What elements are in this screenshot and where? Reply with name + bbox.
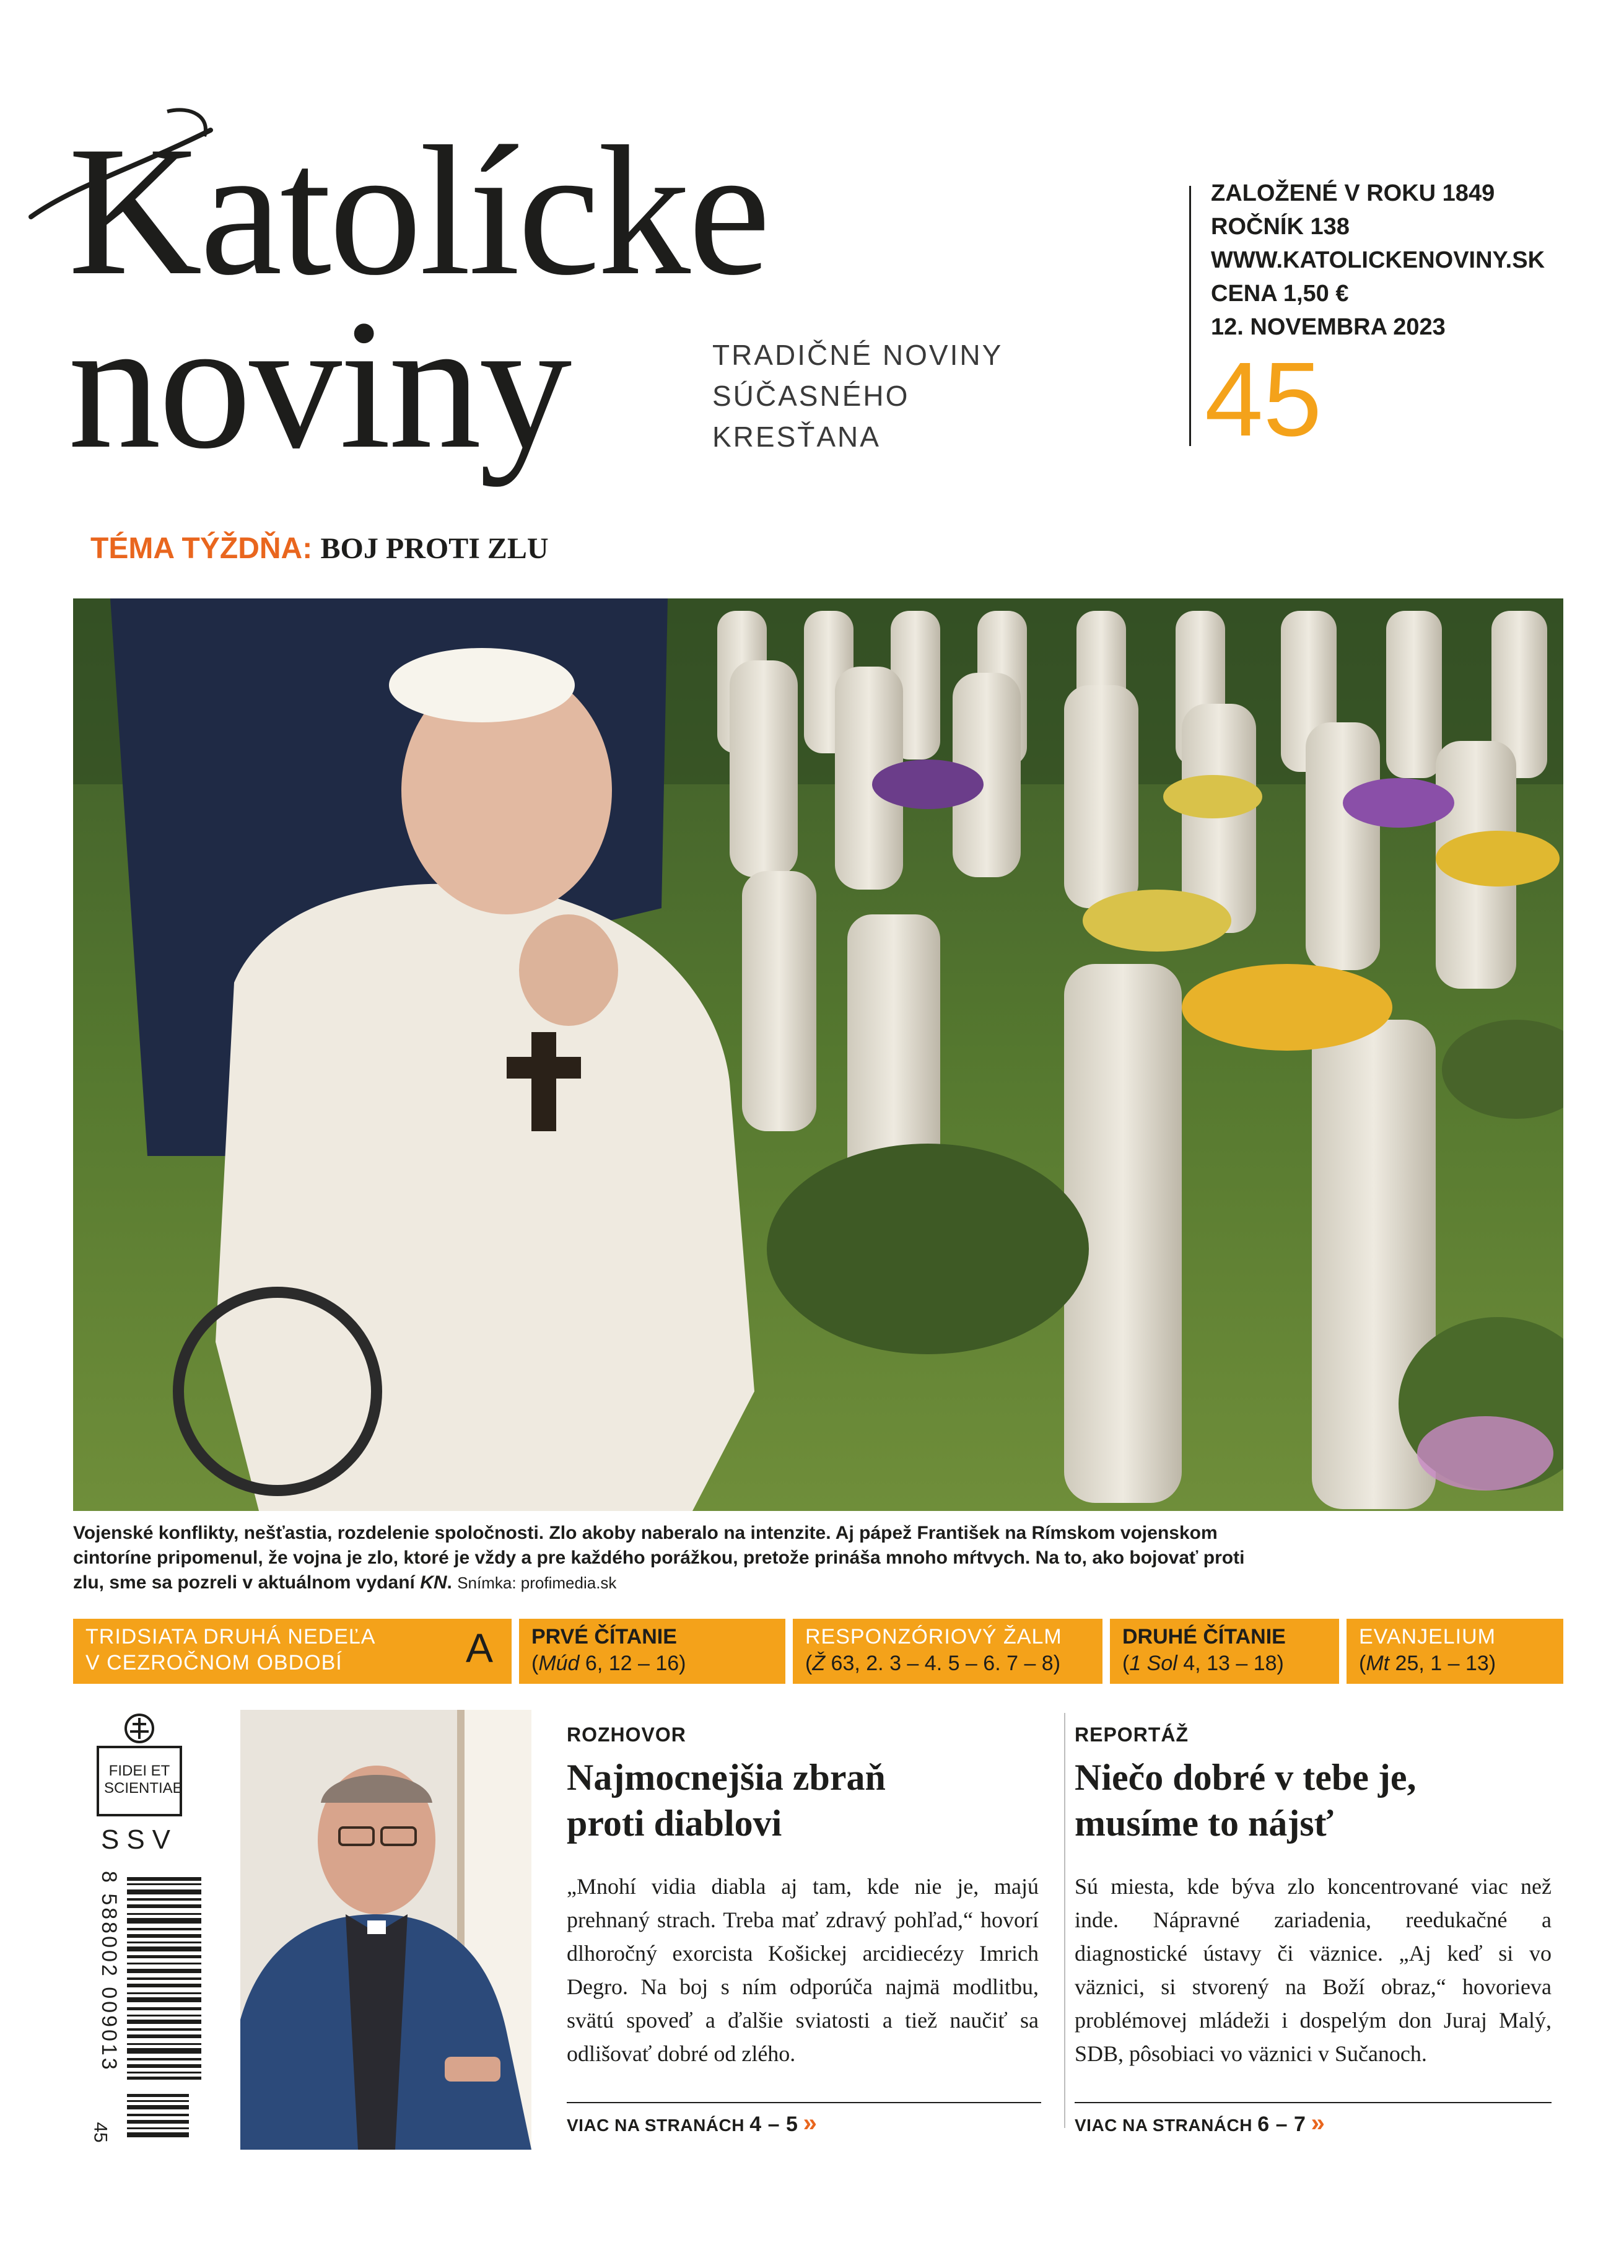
- caption-line: [73, 1570, 1563, 1595]
- liturgy-first-reading: [519, 1619, 785, 1684]
- liturgy-ref: (Ž 63, 2. 3 – 4. 5 – 6. 7 – 8): [805, 1652, 1061, 1675]
- report-body: Sú miesta, kde býva zlo koncentrované viac než inde. Nápravné zariadenia, reedukačné a diagnostické ústavy či väznice. „Aj keď si vo väznici, si stvorený na Boží obraz,“ hovorieva problémovej mládeži i dospelým don Juraj Malý, SDB, pôsobiaci vo väznici v Sučanoch.: [1075, 1874, 1552, 2066]
- cemetery-illustration: [73, 598, 1563, 1511]
- interview-portrait: [240, 1710, 531, 2150]
- double-chevron-right-icon: »: [1311, 2109, 1325, 2137]
- issue-date: 12. NOVEMBRA 2023: [1211, 314, 1446, 340]
- caption-dot: .: [447, 1572, 452, 1593]
- liturgy-label: PRVÉ ČÍTANIE: [531, 1625, 677, 1648]
- interview-portrait-image: [240, 1710, 531, 2150]
- tagline-line: KRESŤANA: [712, 421, 881, 453]
- liturgy-cycle: A: [465, 1625, 493, 1671]
- photo-caption: [73, 1521, 1563, 1595]
- sunday-line1: TRIDSIATA DRUHÁ NEDEĽA: [85, 1625, 376, 1648]
- report-section-label: REPORTÁŽ: [1075, 1723, 1189, 1746]
- liturgy-ref: (Mt 25, 1 – 13): [1359, 1652, 1496, 1675]
- website-link[interactable]: WWW.KATOLICKENOVINY.SK: [1211, 247, 1545, 273]
- liturgy-gospel: [1347, 1619, 1563, 1684]
- publication-info: [1211, 177, 1545, 344]
- interview-more-link[interactable]: [567, 2109, 817, 2137]
- masthead-title-line1: Katolícke: [68, 108, 769, 313]
- report-divider: [1075, 2102, 1552, 2103]
- volume-number: ROČNÍK 138: [1211, 214, 1350, 240]
- theme-label: TÉMA TÝŽDŇA:: [90, 532, 313, 565]
- liturgy-ref: (1 Sol 4, 13 – 18): [1122, 1652, 1284, 1675]
- theme-title: BOJ PROTI ZLU: [320, 532, 549, 565]
- issue-number: 45: [1205, 341, 1322, 458]
- logo-initials: SSV: [100, 1824, 178, 1855]
- report-more-link[interactable]: [1075, 2109, 1325, 2137]
- report-headline[interactable]: Niečo dobré v tebe je, musíme to nájsť: [1075, 1757, 1417, 1844]
- double-chevron-right-icon: »: [803, 2109, 818, 2137]
- photo-credit: Snímka: profimedia.sk: [457, 1574, 617, 1592]
- more-label: VIAC NA STRANÁCH: [1075, 2116, 1252, 2135]
- more-pages: 4 – 5: [749, 2113, 798, 2136]
- logo-text: FIDEI ET SCIENTIAE: [104, 1762, 183, 1797]
- price: CENA 1,50 €: [1211, 281, 1349, 307]
- interview-section-label: ROZHOVOR: [567, 1723, 686, 1746]
- publisher-logo: [87, 1713, 192, 1874]
- interview-divider: [567, 2102, 1041, 2103]
- caption-line: cintoríne pripomenul, že vojna je zlo, ktoré je vždy a pre každého porážkou, pretože prináša mnoho mŕtvych. Na to, ako bojovať proti: [73, 1548, 1245, 1568]
- masthead-tagline: [712, 335, 1003, 457]
- liturgy-second-reading: [1110, 1619, 1339, 1684]
- liturgy-ref: (Múd 6, 12 – 16): [531, 1652, 686, 1675]
- interview-headline[interactable]: Najmocnejšia zbraň proti diablovi: [567, 1757, 886, 1844]
- tagline-line: SÚČASNÉHO: [712, 380, 910, 412]
- barcode-number: 8 588002 009013: [97, 1871, 121, 2072]
- barcode-addon: 45: [90, 2122, 111, 2143]
- more-pages: 6 – 7: [1257, 2113, 1306, 2136]
- more-label: VIAC NA STRANÁCH: [567, 2116, 744, 2135]
- masthead-title-line2: noviny: [68, 281, 570, 487]
- cover-photo: [73, 598, 1563, 1511]
- interview-body: „Mnohí vidia diabla aj tam, kde nie je, majú prehnaný strach. Treba mať zdravý pohľad,“ hovorí dlhoročný exorcista Košickej arcidiecézy Imrich Degro. Na boj s ním odporúča najmä modlitbu, svätú spoveď a ďalšie sviatosti a tiež naučiť sa odlišovať dobré od zlého.: [567, 1874, 1039, 2066]
- info-divider: [1189, 186, 1191, 446]
- liturgy-label: RESPONZÓRIOVÝ ŽALM: [805, 1625, 1062, 1648]
- liturgy-label: DRUHÉ ČÍTANIE: [1122, 1625, 1286, 1648]
- liturgy-sunday: [73, 1619, 512, 1684]
- tagline-line: TRADIČNÉ NOVINY: [712, 339, 1003, 371]
- barcode: [90, 1871, 214, 2150]
- sunday-line2: V CEZROČNOM OBDOBÍ: [85, 1651, 343, 1675]
- founded-year: ZALOŽENÉ V ROKU 1849: [1211, 180, 1495, 206]
- caption-line: Vojenské konflikty, nešťastia, rozdelenie spoločnosti. Zlo akoby naberalo na intenzite. Aj pápež František na Rímskom vojenskom: [73, 1523, 1218, 1543]
- liturgy-psalm: [793, 1619, 1102, 1684]
- theme-of-week: [90, 532, 549, 566]
- column-divider: [1064, 1713, 1065, 2128]
- liturgy-label: EVANJELIUM: [1359, 1625, 1496, 1648]
- caption-text: zlu, sme sa pozreli v aktuálnom vydaní: [73, 1572, 421, 1593]
- caption-kn: KN: [420, 1572, 447, 1593]
